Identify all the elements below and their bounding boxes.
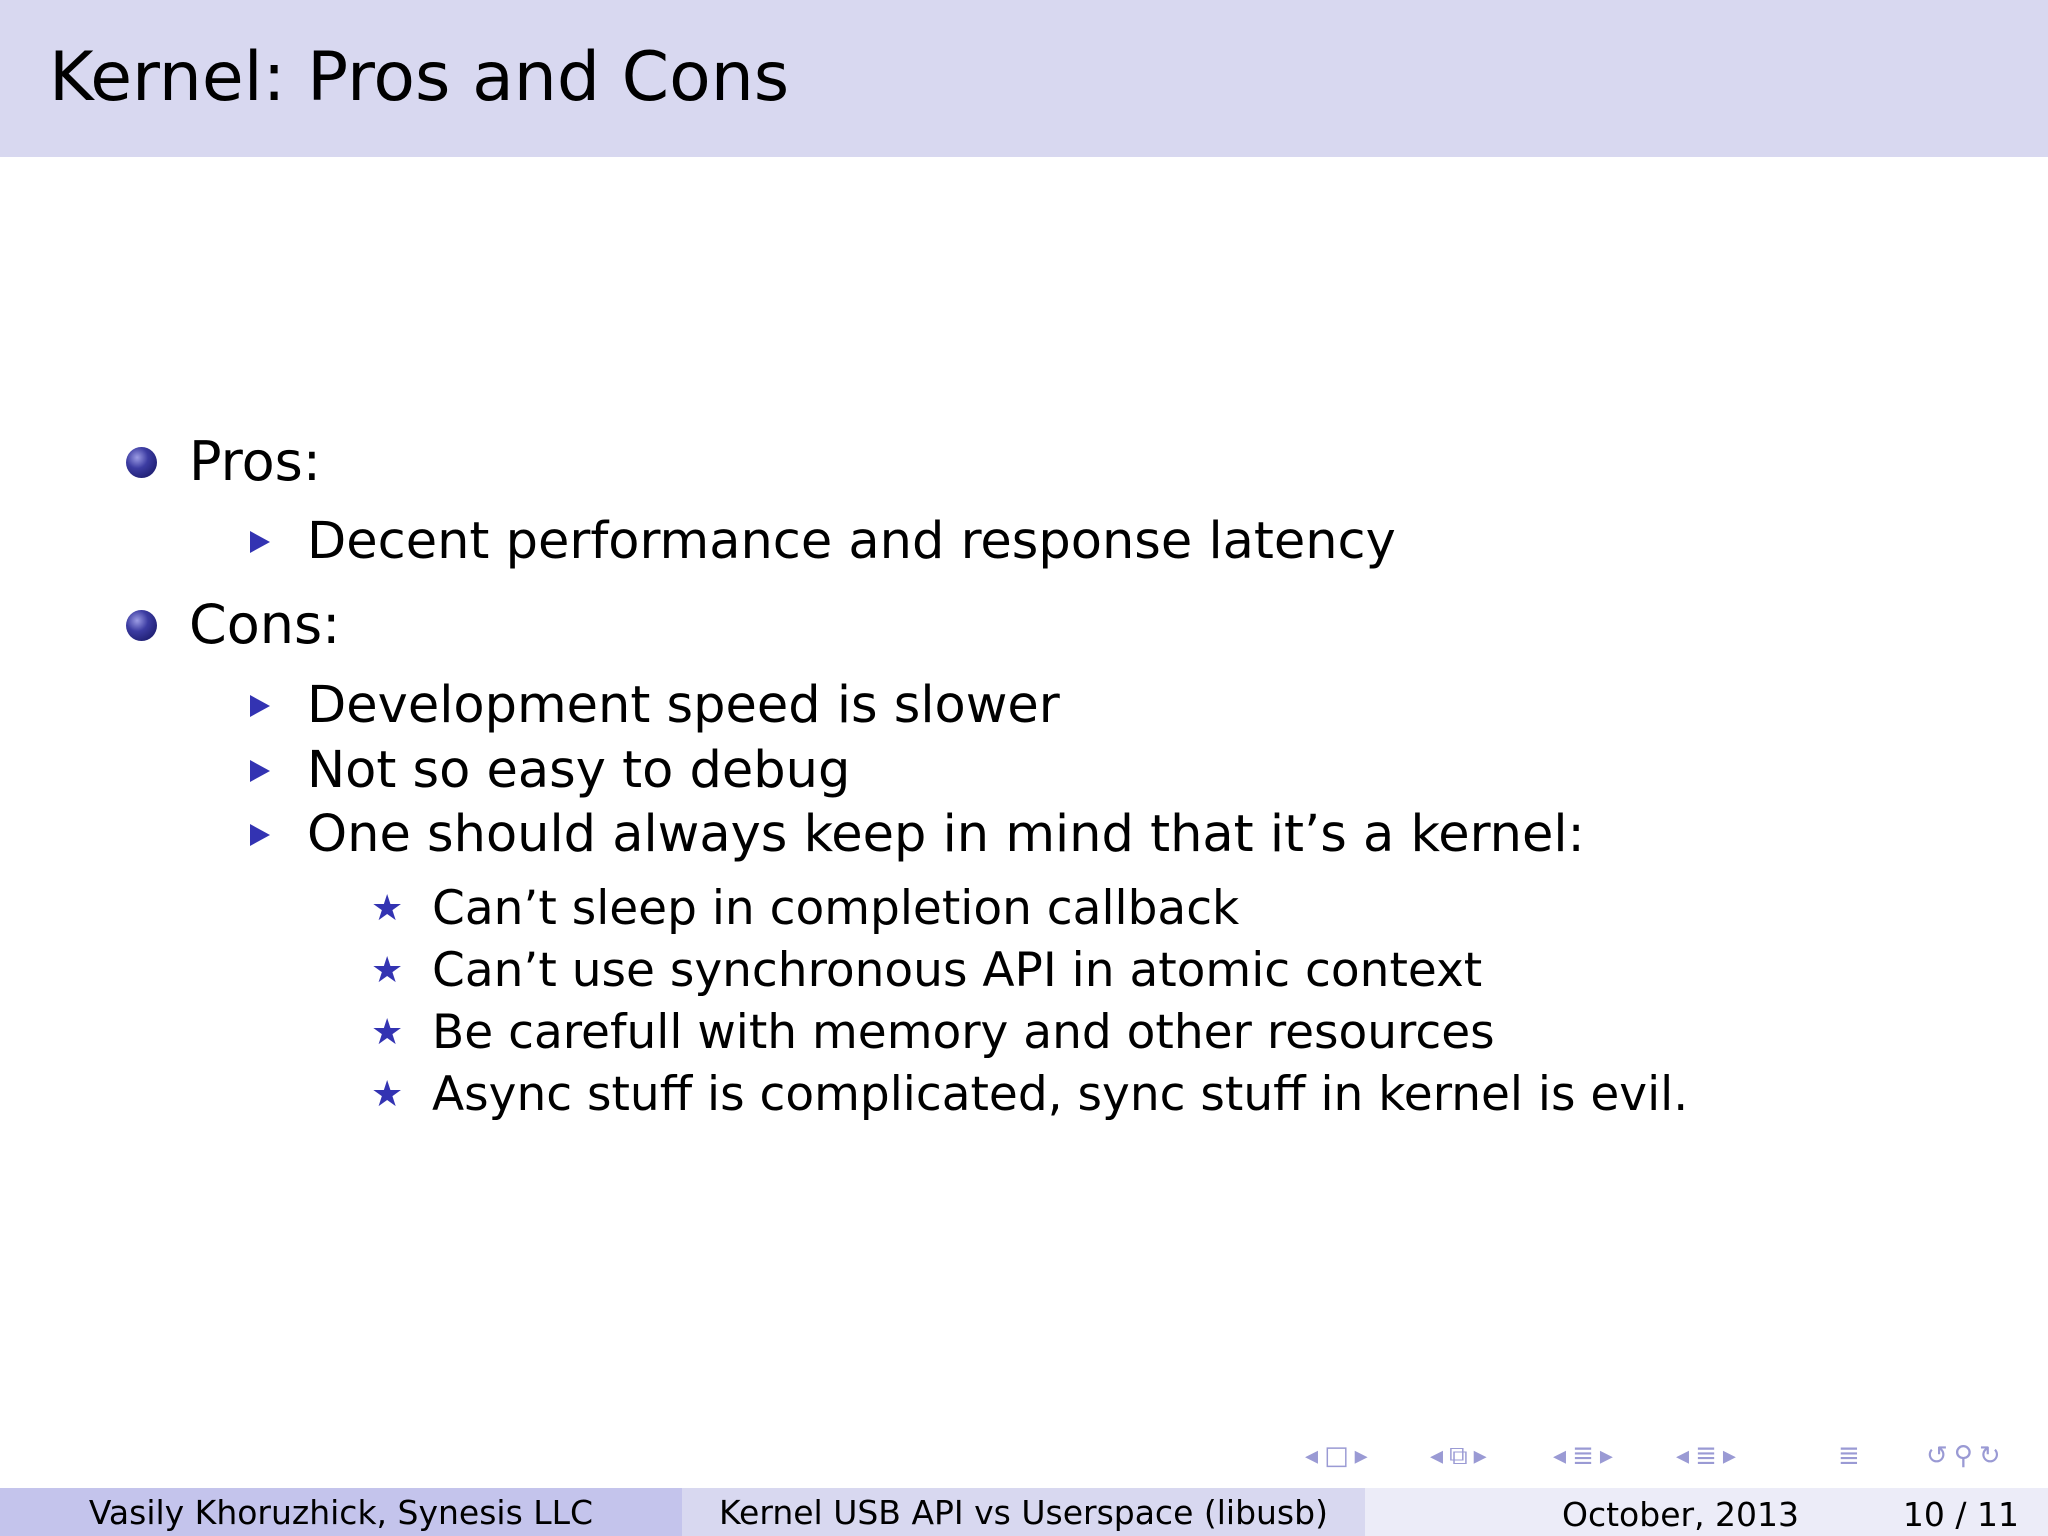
ball-bullet-icon — [126, 610, 157, 641]
section-pros — [126, 430, 321, 493]
nav-toc-icon[interactable]: ≣ — [1838, 1441, 1860, 1471]
list-item — [250, 741, 851, 800]
nav-left-arrow-icon[interactable]: ◂ — [1430, 1441, 1444, 1471]
triangle-bullet-icon — [250, 531, 270, 553]
triangle-bullet-icon — [250, 695, 270, 717]
nav-section[interactable] — [1553, 1439, 1619, 1473]
sub-list-item — [371, 881, 1240, 936]
nav-search[interactable] — [1926, 1439, 2007, 1473]
title-band — [0, 0, 2048, 157]
section-cons — [126, 593, 341, 656]
section-label: Cons: — [189, 593, 341, 656]
triangle-bullet-icon — [250, 824, 270, 846]
nav-search-icon[interactable]: ⚲ — [1953, 1441, 1973, 1471]
sub-list-item — [371, 1067, 1689, 1122]
sub-list-item-text: Can’t use synchronous API in atomic context — [432, 943, 1483, 998]
list-item — [250, 805, 1585, 864]
star-bullet-icon: ★ — [371, 1074, 404, 1115]
nav-document-icon[interactable]: ≣ — [1695, 1441, 1717, 1471]
section-label: Pros: — [189, 430, 321, 493]
footer-info — [1365, 1488, 2048, 1536]
sub-list-item-text: Async stuff is complicated, sync stuff in kernel is evil. — [432, 1067, 1689, 1122]
list-item-text: Development speed is slower — [307, 676, 1060, 735]
nav-left-arrow-icon[interactable]: ◂ — [1553, 1441, 1567, 1471]
nav-frame[interactable] — [1305, 1439, 1374, 1473]
nav-toc[interactable] — [1838, 1439, 1866, 1473]
sub-list-item — [371, 1005, 1495, 1060]
list-item-text: One should always keep in mind that it’s a kernel: — [307, 805, 1585, 864]
star-bullet-icon: ★ — [371, 950, 404, 991]
star-bullet-icon: ★ — [371, 1012, 404, 1053]
nav-document[interactable] — [1676, 1439, 1742, 1473]
nav-right-arrow-icon[interactable]: ▸ — [1473, 1441, 1487, 1471]
sub-list-item-text: Can’t sleep in completion callback — [432, 881, 1240, 936]
nav-back-icon[interactable]: ↺ — [1926, 1441, 1948, 1471]
nav-frame-icon[interactable]: □ — [1324, 1441, 1349, 1471]
nav-left-arrow-icon[interactable]: ◂ — [1305, 1441, 1319, 1471]
nav-subsection[interactable] — [1430, 1439, 1493, 1473]
footer-author: Vasily Khoruzhick, Synesis LLC — [0, 1488, 682, 1536]
footer-date: October, 2013 — [1562, 1495, 1800, 1534]
footer-talk-title: Kernel USB API vs Userspace (libusb) — [682, 1488, 1365, 1536]
sub-list-item — [371, 943, 1483, 998]
triangle-bullet-icon — [250, 760, 270, 782]
nav-subsection-icon[interactable]: ⧉ — [1449, 1441, 1468, 1471]
nav-forward-icon[interactable]: ↻ — [1978, 1441, 2001, 1471]
sub-list-item-text: Be carefull with memory and other resources — [432, 1005, 1495, 1060]
nav-right-arrow-icon[interactable]: ▸ — [1722, 1441, 1736, 1471]
nav-right-arrow-icon[interactable]: ▸ — [1354, 1441, 1368, 1471]
footer — [0, 1488, 2048, 1536]
nav-right-arrow-icon[interactable]: ▸ — [1599, 1441, 1613, 1471]
footer-page-number: 10 / 11 — [1902, 1495, 2019, 1534]
list-item-text: Not so easy to debug — [307, 741, 851, 800]
ball-bullet-icon — [126, 447, 157, 478]
list-item — [250, 676, 1060, 735]
list-item — [250, 512, 1396, 571]
list-item-text: Decent performance and response latency — [307, 512, 1396, 571]
star-bullet-icon: ★ — [371, 888, 404, 929]
nav-section-icon[interactable]: ≣ — [1572, 1441, 1594, 1471]
slide-title: Kernel: Pros and Cons — [49, 38, 790, 117]
nav-left-arrow-icon[interactable]: ◂ — [1676, 1441, 1690, 1471]
